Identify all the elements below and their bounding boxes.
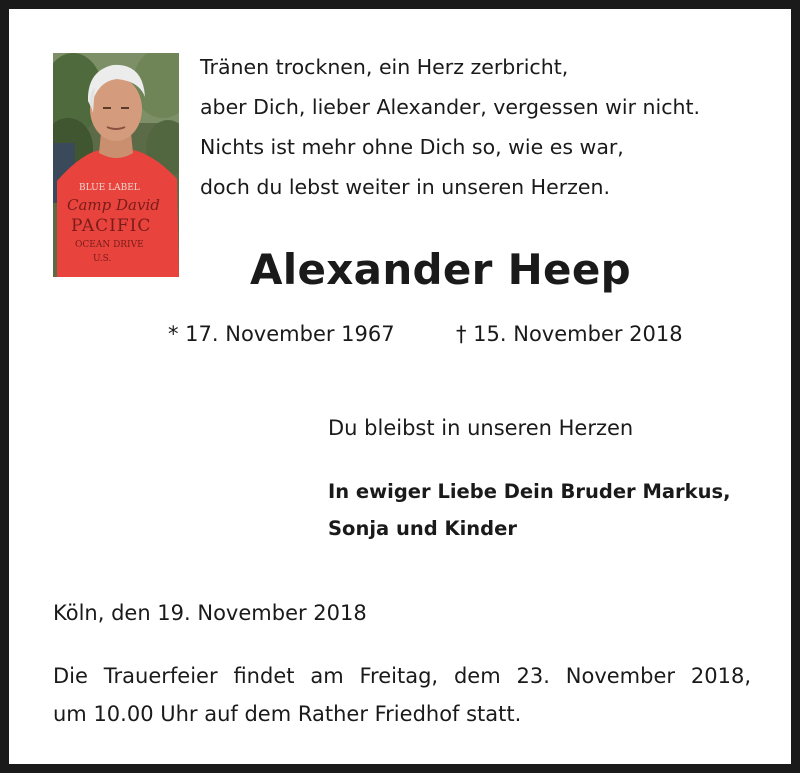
signatory-line: In ewiger Liebe Dein Bruder Markus, — [328, 480, 731, 503]
funeral-notice-line: Die Trauerfeier findet am Freitag, dem 23. November 2018, — [53, 664, 751, 688]
poem-line: doch du lebst weiter in unseren Herzen. — [200, 175, 610, 199]
poem-line: Nichts ist mehr ohne Dich so, wie es war, — [200, 135, 624, 159]
farewell-line: Du bleibst in unseren Herzen — [328, 416, 634, 440]
svg-text:OCEAN DRIVE: OCEAN DRIVE — [75, 240, 144, 250]
svg-text:BLUE LABEL: BLUE LABEL — [79, 183, 140, 193]
death-date: † 15. November 2018 — [456, 322, 683, 346]
place-and-date: Köln, den 19. November 2018 — [53, 601, 367, 625]
poem-line: Tränen trocknen, ein Herz zerbricht, — [200, 55, 569, 79]
svg-text:Camp David: Camp David — [67, 196, 160, 214]
poem-line: aber Dich, lieber Alexander, vergessen wir nicht. — [200, 95, 701, 119]
birth-date: * 17. November 1967 — [168, 322, 395, 346]
signatories — [328, 473, 731, 547]
signatory-line: Sonja und Kinder — [328, 517, 517, 540]
funeral-notice — [53, 657, 751, 733]
poem — [200, 47, 700, 207]
funeral-notice-line: um 10.00 Uhr auf dem Rather Friedhof statt. — [53, 702, 522, 726]
portrait-photo — [53, 53, 179, 277]
deceased-name: Alexander Heep — [250, 245, 631, 294]
svg-text:PACIFIC: PACIFIC — [71, 216, 152, 236]
svg-text:U.S.: U.S. — [93, 254, 112, 264]
